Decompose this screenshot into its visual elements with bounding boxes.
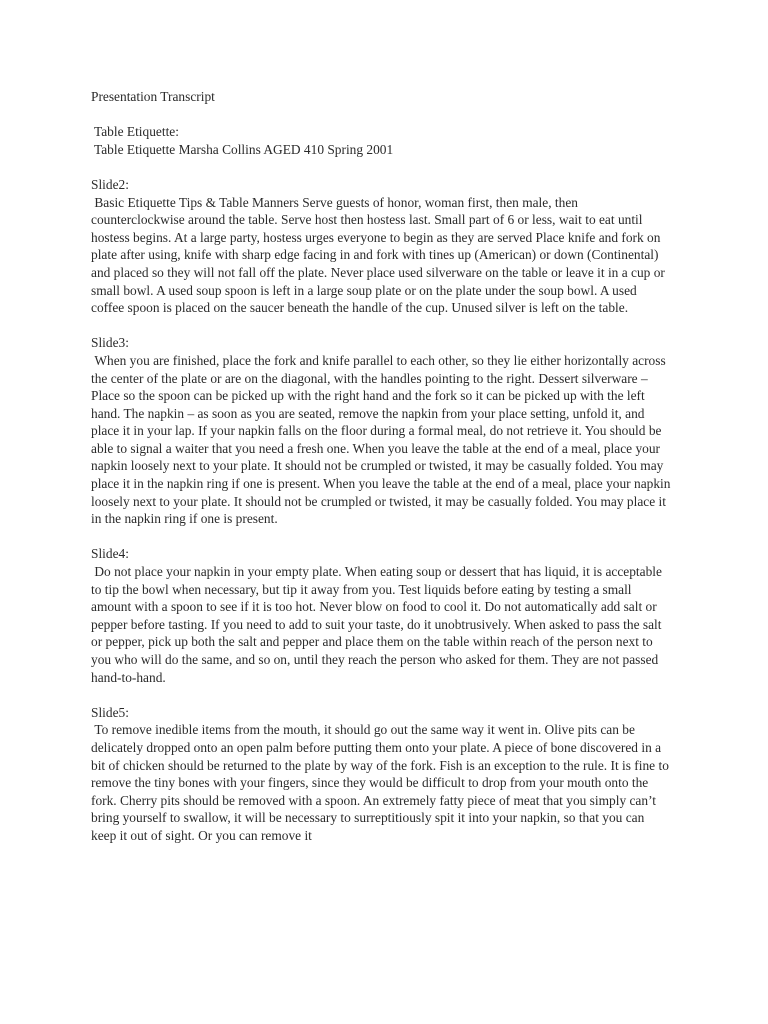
document-heading: Presentation Transcript <box>91 89 215 104</box>
slide-label: Slide2: <box>91 176 129 192</box>
title-line-2: Table Etiquette Marsha Collins AGED 410 Spring 2001 <box>94 141 394 157</box>
slide-label: Slide4: <box>91 546 129 562</box>
slide-body: When you are finished, place the fork and knife parallel to each other, so they lie either horizontally across the center of the plate or are on the diagonal, with the handles pointing to the right. Dessert silverware – Place so the spoon can be picked up with the right hand and the fork so it can be picked up with the left hand. The napkin – as soon as you are seated, remove the napkin from your place setting, unfold it, and place it in your lap. If your napkin falls on the floor during a formal meal, do not retrieve it. You should be able to signal a waiter that you need a fresh one. When you leave the table at the end of a meal, place your napkin loosely next to your plate. It should not be crumpled or twisted, it may be casually folded. You may place it in the napkin ring if one is present. When you leave the table at the end of a meal, place your napkin loosely next to your plate. It should not be crumpled or twisted, it may be casually folded. You may place it in the napkin ring if one is present. <box>91 352 674 527</box>
spacer <box>91 158 671 176</box>
spacer <box>91 106 671 124</box>
slide-body: Basic Etiquette Tips & Table Manners Serve guests of honor, woman first, then male, then counterclockwise around the table. Serve host then hostess last. Small part of 6 or less, wait to eat until hostess begins. At a large party, hostess urges everyone to begin as they are served Place knife and fork on plate after using, knife with sharp edge facing in and fork with tines up (American) or down (Continental) and placed so they will not fall off the plate. Never place used silverware on the table or leave it in a cup or small bowl. A used soup spoon is left in a large soup plate or on the plate under the soup bowl. A used coffee spoon is placed on the saucer beneath the handle of the cup. Unused silver is left on the table. <box>91 194 669 316</box>
slide-label: Slide5: <box>91 704 129 720</box>
slide-body: Do not place your napkin in your empty plate. When eating soup or dessert that has liquid, it is acceptable to tip the bowl when necessary, but tip it away from you. Test liquids before eating by testing a small amount with a spoon to see if it is too hot. Never blow on food to cool it. Do not automatically add salt or pepper before tasting. If you need to add to suit your taste, do it unobtrusively. When asked to pass the salt or pepper, pick up both the salt and pepper and place them on the table within reach of the person next to you who will do the same, and so on, until they reach the person who asked for them. They are not passed hand-to-hand. <box>91 564 666 685</box>
title-line-1: Table Etiquette: <box>94 124 179 140</box>
slide-label: Slide3: <box>91 335 129 351</box>
spacer <box>91 528 671 546</box>
document-page <box>91 88 674 845</box>
slide-body: To remove inedible items from the mouth, it should go out the same way it went in. Olive pits can be delicately dropped onto an open palm before putting them onto your plate. A piece of bone discovered in a bit of chicken should be returned to the plate by way of the fork. Fish is an exception to the rule. It is fine to remove the tiny bones with your fingers, since they would be difficult to drop from your mouth onto the fork. Cherry pits should be removed with a spoon. An extremely fatty piece of meat that you simply can’t bring yourself to swallow, it will be necessary to surreptitiously spit it into your napkin, so that you can keep it out of sight. Or you can remove it <box>91 722 673 843</box>
spacer <box>91 317 671 335</box>
spacer <box>91 686 671 704</box>
